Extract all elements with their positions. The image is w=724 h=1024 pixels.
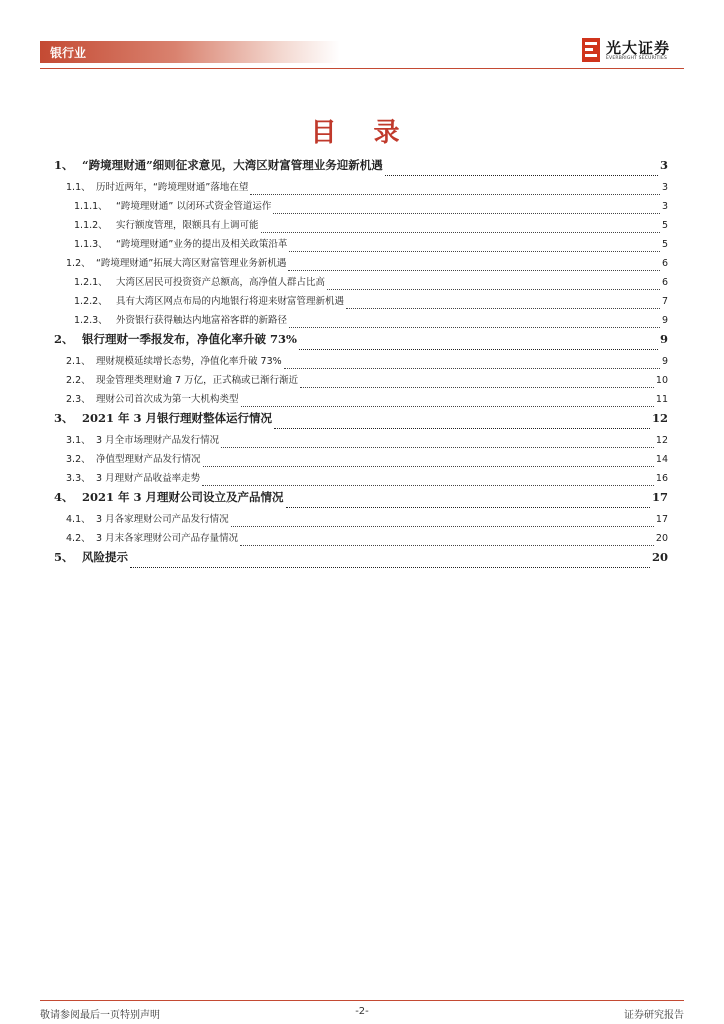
toc-entry-title: 理财规模延续增长态势，净值化率升破 73% bbox=[96, 356, 282, 367]
toc-dot-leader bbox=[346, 308, 660, 309]
toc-entry-page: 20 bbox=[651, 550, 668, 564]
toc-entry-number: 2.1、 bbox=[66, 356, 91, 367]
toc-entry-page: 17 bbox=[651, 490, 668, 504]
toc-entry[interactable] bbox=[54, 312, 668, 331]
table-of-contents bbox=[54, 157, 668, 571]
toc-entry-title: 现金管理类理财逾 7 万亿，正式稿或已渐行渐近 bbox=[96, 375, 299, 386]
toc-dot-leader bbox=[385, 175, 658, 176]
toc-entry-title: 净值型理财产品发行情况 bbox=[96, 454, 201, 465]
toc-entry[interactable] bbox=[54, 470, 668, 489]
toc-entry[interactable] bbox=[54, 410, 668, 432]
logo-name: 光大证券 bbox=[606, 39, 671, 57]
toc-entry[interactable] bbox=[54, 451, 668, 470]
header-divider bbox=[40, 68, 684, 69]
logo-subtitle: EVERBRIGHT SECURITIES bbox=[606, 56, 668, 61]
toc-entry-page: 12 bbox=[655, 435, 668, 446]
toc-entry-number: 3.1、 bbox=[66, 435, 91, 446]
toc-entry[interactable] bbox=[54, 274, 668, 293]
toc-entry-number: 1.1.1、 bbox=[74, 201, 108, 212]
footer-disclaimer: 敬请参阅最后一页特别声明 bbox=[40, 1010, 160, 1021]
logo-mark-icon bbox=[582, 38, 600, 62]
toc-entry-title: “跨境理财通”业务的提出及相关政策沿革 bbox=[116, 239, 288, 250]
toc-entry-number: 3.2、 bbox=[66, 454, 91, 465]
toc-entry-page: 20 bbox=[655, 533, 668, 544]
company-logo bbox=[582, 36, 692, 66]
toc-entry-title: 风险提示 bbox=[82, 550, 128, 564]
toc-dot-leader bbox=[327, 289, 660, 290]
toc-dot-leader bbox=[221, 447, 654, 448]
toc-dot-leader bbox=[241, 406, 654, 407]
toc-entry-title: 大湾区居民可投资资产总额高，高净值人群占比高 bbox=[116, 277, 326, 288]
toc-entry-number: 1.1.3、 bbox=[74, 239, 108, 250]
toc-entry-title: 2021 年 3 月理财公司设立及产品情况 bbox=[82, 490, 284, 504]
footer-report-type: 证券研究报告 bbox=[624, 1010, 684, 1021]
toc-entry-page: 3 bbox=[661, 182, 668, 193]
toc-entry-title: 3 月全市场理财产品发行情况 bbox=[96, 435, 220, 446]
toc-entry-page: 3 bbox=[661, 201, 668, 212]
page-number: -2- bbox=[355, 1006, 369, 1017]
toc-entry-title: 3 月各家理财公司产品发行情况 bbox=[96, 514, 229, 525]
toc-entry[interactable] bbox=[54, 179, 668, 198]
toc-entry-title: “跨境理财通” 以闭环式资金管道运作 bbox=[116, 201, 272, 212]
toc-entry-title: 3 月理财产品收益率走势 bbox=[96, 473, 201, 484]
toc-dot-leader bbox=[289, 327, 660, 328]
toc-entry-title: “跨境理财通”细则征求意见，大湾区财富管理业务迎新机遇 bbox=[82, 158, 383, 172]
toc-title: 目 录 bbox=[310, 118, 414, 148]
toc-entry-number: 4、 bbox=[54, 490, 74, 504]
toc-entry[interactable] bbox=[54, 331, 668, 353]
toc-entry-title: 银行理财一季报发布，净值化率升破 73% bbox=[82, 332, 297, 346]
toc-entry-page: 6 bbox=[661, 258, 668, 269]
toc-entry-page: 10 bbox=[655, 375, 668, 386]
toc-entry-title: 外资银行获得触达内地富裕客群的新路径 bbox=[116, 315, 288, 326]
toc-entry-number: 3.3、 bbox=[66, 473, 91, 484]
toc-entry-title: 具有大湾区网点布局的内地银行将迎来财富管理新机遇 bbox=[116, 296, 345, 307]
toc-entry[interactable] bbox=[54, 217, 668, 236]
toc-dot-leader bbox=[250, 194, 660, 195]
toc-entry[interactable] bbox=[54, 157, 668, 179]
toc-entry[interactable] bbox=[54, 489, 668, 511]
toc-entry[interactable] bbox=[54, 530, 668, 549]
toc-dot-leader bbox=[299, 349, 658, 350]
toc-entry-title: 历时近两年，“跨境理财通”落地在望 bbox=[96, 182, 249, 193]
toc-entry-number: 1.1、 bbox=[66, 182, 91, 193]
toc-entry-number: 2、 bbox=[54, 332, 74, 346]
toc-entry-page: 12 bbox=[651, 411, 668, 425]
toc-entry-page: 5 bbox=[661, 220, 668, 231]
toc-dot-leader bbox=[203, 466, 654, 467]
header-section-label: 银行业 bbox=[50, 46, 87, 60]
toc-entry-number: 1.1.2、 bbox=[74, 220, 108, 231]
toc-entry-number: 2.3、 bbox=[66, 394, 91, 405]
toc-dot-leader bbox=[240, 545, 654, 546]
toc-entry-title: 2021 年 3 月银行理财整体运行情况 bbox=[82, 411, 273, 425]
toc-entry[interactable] bbox=[54, 255, 668, 274]
toc-dot-leader bbox=[261, 232, 660, 233]
toc-entry-number: 1、 bbox=[54, 158, 74, 172]
toc-entry-page: 5 bbox=[661, 239, 668, 250]
toc-entry-page: 11 bbox=[655, 394, 668, 405]
toc-entry-page: 3 bbox=[659, 158, 668, 172]
toc-entry-page: 6 bbox=[661, 277, 668, 288]
toc-entry-page: 9 bbox=[661, 356, 668, 367]
toc-entry-number: 1.2.1、 bbox=[74, 277, 108, 288]
toc-entry-page: 17 bbox=[655, 514, 668, 525]
toc-entry-page: 14 bbox=[655, 454, 668, 465]
toc-entry-page: 16 bbox=[655, 473, 668, 484]
toc-entry-number: 1.2、 bbox=[66, 258, 91, 269]
toc-dot-leader bbox=[231, 526, 654, 527]
toc-entry-title: 理财公司首次成为第一大机构类型 bbox=[96, 394, 239, 405]
toc-entry[interactable] bbox=[54, 372, 668, 391]
toc-entry[interactable] bbox=[54, 511, 668, 530]
toc-entry[interactable] bbox=[54, 293, 668, 312]
toc-entry-title: 实行额度管理，限额具有上调可能 bbox=[116, 220, 259, 231]
toc-entry-number: 1.2.3、 bbox=[74, 315, 108, 326]
toc-dot-leader bbox=[130, 567, 650, 568]
toc-dot-leader bbox=[288, 270, 660, 271]
toc-entry-number: 5、 bbox=[54, 550, 74, 564]
toc-entry-number: 4.2、 bbox=[66, 533, 91, 544]
toc-entry[interactable] bbox=[54, 432, 668, 451]
toc-entry-page: 9 bbox=[659, 332, 668, 346]
toc-entry-number: 1.2.2、 bbox=[74, 296, 108, 307]
toc-entry-title: 3 月末各家理财公司产品存量情况 bbox=[96, 533, 239, 544]
toc-entry[interactable] bbox=[54, 198, 668, 217]
toc-entry-number: 3、 bbox=[54, 411, 74, 425]
toc-entry[interactable] bbox=[54, 236, 668, 255]
toc-entry-number: 2.2、 bbox=[66, 375, 91, 386]
toc-entry-number: 4.1、 bbox=[66, 514, 91, 525]
toc-entry[interactable] bbox=[54, 353, 668, 372]
toc-entry[interactable] bbox=[54, 391, 668, 410]
toc-entry[interactable] bbox=[54, 549, 668, 571]
toc-dot-leader bbox=[202, 485, 654, 486]
footer-divider bbox=[40, 1000, 684, 1001]
toc-entry-page: 9 bbox=[661, 315, 668, 326]
toc-entry-title: “跨境理财通”拓展大湾区财富管理业务新机遇 bbox=[96, 258, 287, 269]
toc-dot-leader bbox=[284, 368, 660, 369]
toc-dot-leader bbox=[289, 251, 660, 252]
toc-dot-leader bbox=[274, 428, 650, 429]
toc-entry-page: 7 bbox=[661, 296, 668, 307]
toc-dot-leader bbox=[273, 213, 660, 214]
toc-dot-leader bbox=[286, 507, 650, 508]
header-section-band bbox=[40, 41, 340, 63]
toc-dot-leader bbox=[300, 387, 654, 388]
